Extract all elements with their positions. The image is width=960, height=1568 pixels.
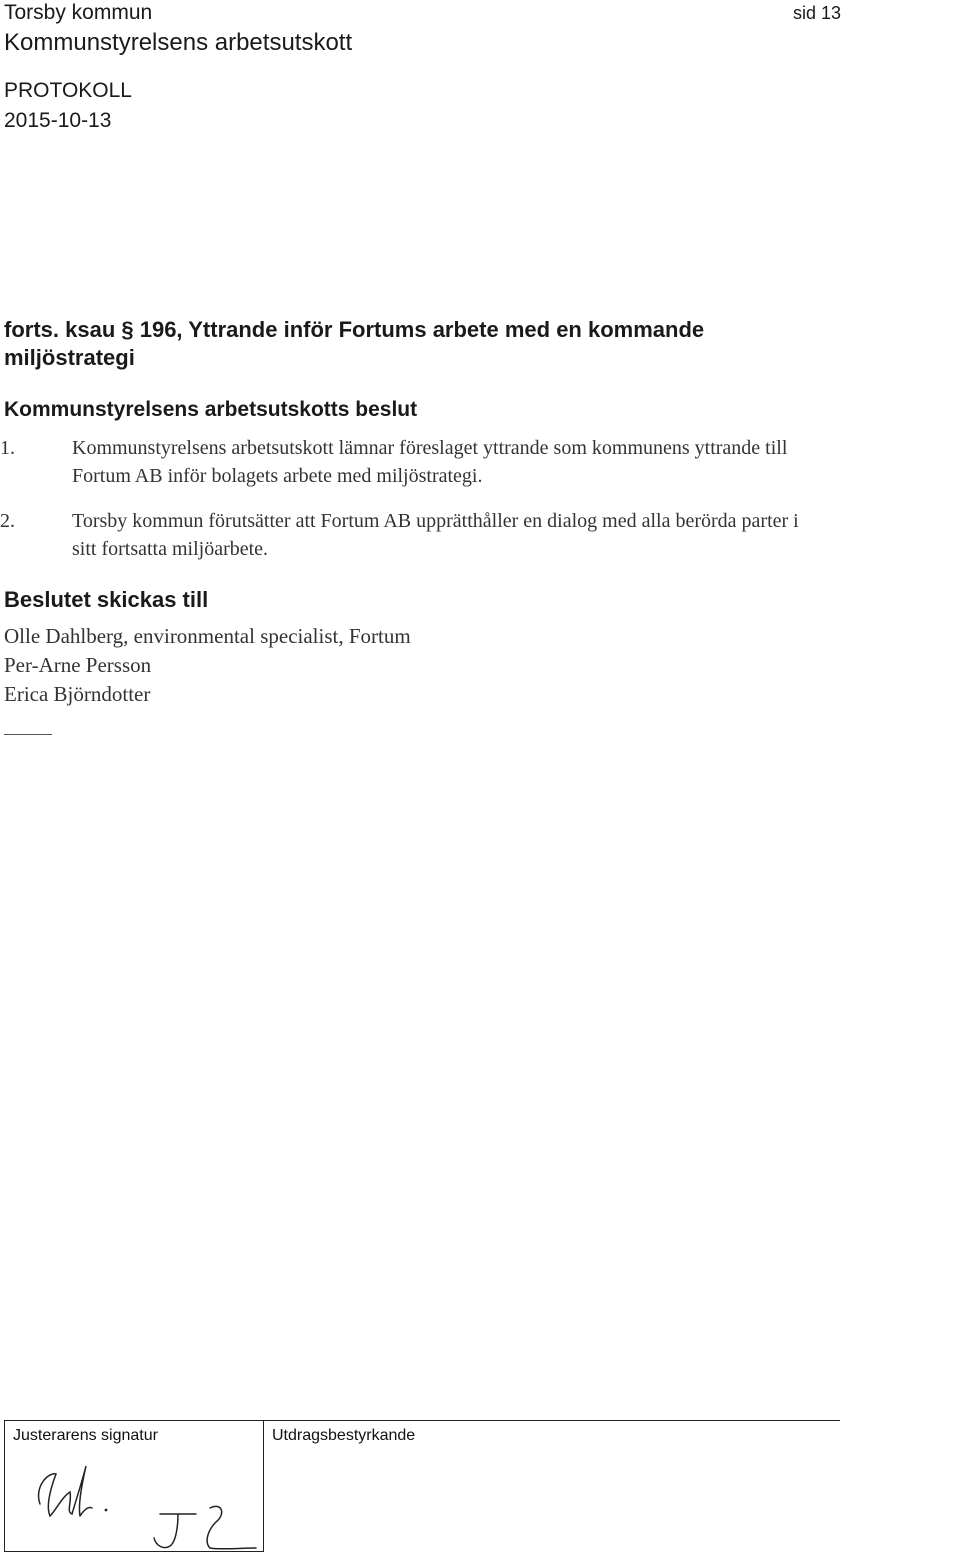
- recipient-item: Per-Arne Persson: [4, 653, 152, 677]
- footer-divider: [263, 1420, 264, 1552]
- recipient-list: [4, 622, 411, 709]
- recipient-item: Erica Björndotter: [4, 682, 151, 706]
- decision-list: [0, 434, 826, 563]
- signature-scribble-1: [20, 1452, 260, 1552]
- decision-text: Kommunstyrelsens arbetsutskott lämnar föreslaget yttrande som kommunens yttrande till Fortum AB inför bolagets arbete med miljöstrategi.: [72, 437, 788, 487]
- document-type: PROTOKOLL: [4, 79, 132, 102]
- section-title: [4, 316, 904, 372]
- section-title-line-1: forts. ksau § 196, Yttrande inför Fortums arbete med en kommande: [4, 317, 705, 342]
- extract-label: Utdragsbestyrkande: [272, 1427, 416, 1444]
- decision-item-2: [0, 507, 826, 563]
- page-number: sid 13: [793, 3, 842, 23]
- decision-number: 2.: [0, 510, 15, 532]
- decision-item-1: [0, 434, 826, 490]
- recipient-item: Olle Dahlberg, environmental specialist, Fortum: [4, 624, 411, 648]
- meeting-date: 2015-10-13: [4, 109, 112, 132]
- committee-name: Kommunstyrelsens arbetsutskott: [4, 29, 353, 56]
- footer-top-rule: [4, 1420, 840, 1421]
- footer-left-border: [4, 1420, 5, 1552]
- decision-heading: Kommunstyrelsens arbetsutskotts beslut: [4, 398, 418, 421]
- decision-text: Torsby kommun förutsätter att Fortum AB upprätthåller en dialog med alla berörda parter i sitt fortsatta miljöarbete.: [72, 510, 799, 560]
- recipients-heading: Beslutet skickas till: [4, 587, 209, 612]
- decision-number: 1.: [0, 437, 15, 459]
- signature-label: Justerarens signatur: [13, 1427, 158, 1444]
- municipality-name: Torsby kommun: [4, 1, 153, 24]
- section-title-line-2: miljöstrategi: [4, 345, 135, 370]
- closing-rule: [4, 734, 52, 735]
